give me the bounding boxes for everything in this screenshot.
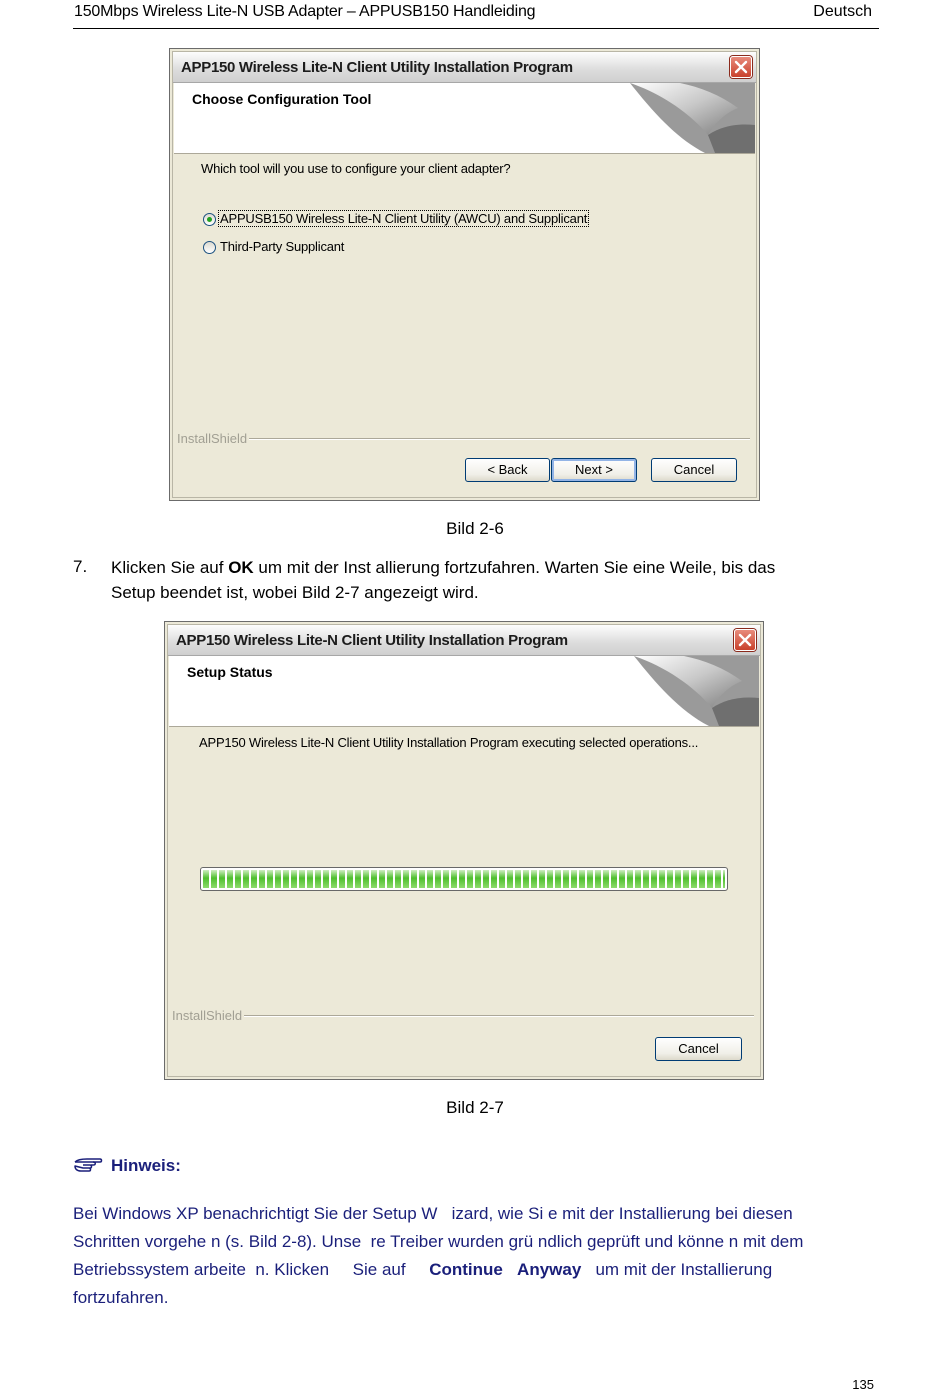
radio-awcu-label[interactable]: APPUSB150 Wireless Lite-N Client Utility (AWCU) and Supplicant	[220, 211, 588, 226]
installshield-separator	[172, 1008, 754, 1022]
step-text-pre: Klicken Sie auf	[111, 558, 229, 577]
dialog-banner	[169, 656, 759, 727]
note-continue-keyword: Continue	[429, 1260, 503, 1279]
note-anyway-keyword: Anyway	[517, 1260, 582, 1279]
page-header	[73, 0, 879, 29]
step-text-line2: Setup beendet ist, wobei Bild 2-7 angezeigt wird.	[111, 583, 479, 602]
cancel-button[interactable]: Cancel	[655, 1037, 742, 1061]
note-line-3-pre: Betriebssystem arbeite n. Klicken Sie auf	[73, 1260, 430, 1279]
dialog-title: APP150 Wireless Lite-N Client Utility Installation Program	[176, 632, 568, 649]
note-body	[73, 1200, 878, 1312]
next-button[interactable]: Next >	[551, 458, 637, 482]
progress-fill	[203, 870, 725, 888]
progress-bar	[200, 867, 728, 891]
note-line-3-post: um mit der Installierung	[581, 1260, 773, 1279]
dialog-banner	[174, 83, 755, 154]
cancel-button[interactable]: Cancel	[651, 458, 737, 482]
pointing-hand-icon	[73, 1156, 103, 1173]
status-text: APP150 Wireless Lite-N Client Utility Installation Program executing selected operations...	[199, 735, 699, 750]
radio-third-party-label[interactable]: Third-Party Supplicant	[220, 239, 345, 254]
radio-awcu[interactable]	[203, 213, 216, 226]
note-title-text: Hinweis:	[111, 1156, 181, 1175]
close-button[interactable]	[730, 56, 752, 78]
close-button[interactable]	[734, 629, 756, 651]
note-line-2: Schritten vorgehe n (s. Bild 2-8). Unse re Treiber wurden grü ndlich geprüft und könne n mit dem	[73, 1232, 804, 1251]
back-button[interactable]: < Back	[465, 458, 550, 482]
radio-third-party[interactable]	[203, 241, 216, 254]
note-title	[73, 1156, 181, 1176]
dialog-title: APP150 Wireless Lite-N Client Utility Installation Program	[181, 59, 573, 76]
dialog-setup-status	[164, 621, 764, 1080]
step-ok-keyword: OK	[228, 558, 254, 577]
dialog-heading: Setup Status	[187, 664, 273, 680]
step-text-post: um mit der Inst allierung fortzufahren. Warten Sie eine Weile, bis das	[253, 558, 776, 577]
document-language: Deutsch	[813, 3, 872, 20]
dialog-frame	[167, 624, 761, 1077]
dialog-choose-config	[169, 48, 760, 501]
dialog-titlebar[interactable]	[168, 625, 760, 656]
question-text: Which tool will you use to configure your client adapter?	[201, 161, 511, 176]
close-icon	[734, 60, 748, 74]
dialog-frame	[172, 51, 757, 498]
document-title: 150Mbps Wireless Lite-N USB Adapter – APPUSB150 Handleiding	[74, 3, 536, 20]
figure-caption-2-7: Bild 2-7	[446, 1098, 504, 1117]
page-curl-icon	[624, 656, 759, 726]
dialog-heading: Choose Configuration Tool	[192, 91, 372, 107]
close-icon	[738, 633, 752, 647]
page-number: 135	[852, 1377, 874, 1392]
dialog-titlebar[interactable]	[173, 52, 756, 83]
figure-caption-2-6: Bild 2-6	[446, 519, 504, 538]
installshield-separator	[177, 431, 750, 445]
page-curl-icon	[620, 83, 755, 153]
installshield-label: InstallShield	[177, 431, 248, 446]
step-text	[111, 555, 881, 605]
step-number: 7.	[73, 557, 88, 576]
note-line-1: Bei Windows XP benachrichtigt Sie der Setup W izard, wie Si e mit der Installierung bei diesen	[73, 1204, 793, 1223]
note-line-4: fortzufahren.	[73, 1288, 169, 1307]
installshield-label: InstallShield	[172, 1008, 243, 1023]
